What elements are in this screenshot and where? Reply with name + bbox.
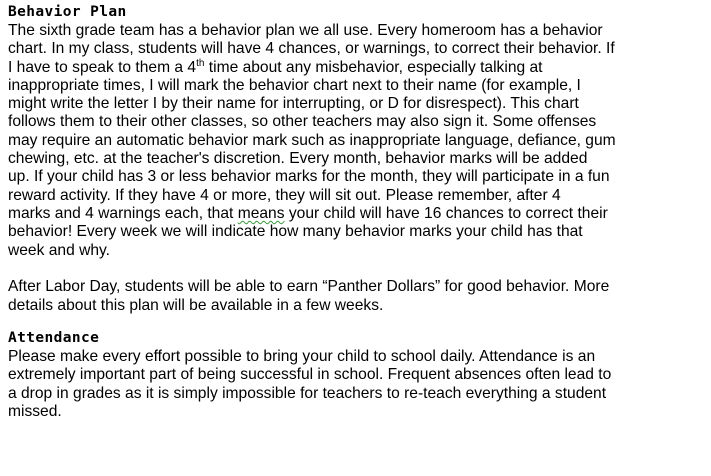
paragraph-line: reward activity. If they have 4 or more, they will sit out. Please remember, after 4 — [8, 186, 561, 204]
paragraph-line: missed. — [8, 402, 62, 420]
paragraph-line: After Labor Day, students will be able to earn “Panther Dollars” for good behavior. More — [8, 278, 610, 296]
paragraph-line: may require an automatic behavior mark such as inappropriate language, defiance, gum — [8, 131, 616, 149]
document-page — [8, 3, 708, 421]
paragraph-line: inappropriate times, I will mark the behavior chart next to their name (for example, I — [8, 76, 581, 94]
panther-dollars-paragraph — [8, 278, 708, 315]
paragraph-line: follows them to their other classes, so other teachers may also sign it. Some offenses — [8, 113, 597, 131]
paragraph-line: chart. In my class, students will have 4 chances, or warnings, to correct their behavior. If — [8, 40, 615, 58]
paragraph-line — [8, 205, 708, 223]
paragraph-line: week and why. — [8, 241, 110, 259]
paragraph-line: extremely important part of being successful in school. Frequent absences often lead to — [8, 366, 612, 384]
paragraph-line: up. If your child has 3 or less behavior marks for the month, they will participate in a fun — [8, 168, 610, 186]
ordinal-superscript: th — [196, 57, 205, 69]
attendance-paragraph — [8, 348, 708, 421]
behavior-plan-heading: Behavior Plan — [8, 4, 127, 20]
paragraph-line: behavior! Every week we will indicate how many behavior marks your child has that — [8, 223, 583, 241]
line-text: your child will have 16 chances to correct their — [284, 204, 608, 222]
paragraph-line: might write the letter I by their name for interrupting, or D for disrespect). This chart — [8, 95, 579, 113]
paragraph-spacer — [8, 260, 708, 279]
grammar-flagged-word[interactable]: means — [237, 204, 285, 222]
paragraph-line: Please make every effort possible to bring your child to school daily. Attendance is an — [8, 347, 596, 365]
paragraph-line: details about this plan will be available in a few weeks. — [8, 296, 384, 314]
line-text: time about any misbehavior, especially talking at — [204, 58, 543, 76]
paragraph-line: a drop in grades as it is simply impossible for teachers to re-teach everything a student — [8, 384, 607, 402]
behavior-plan-paragraph — [8, 22, 708, 260]
paragraph-line: The sixth grade team has a behavior plan we all use. Every homeroom has a behavior — [8, 22, 603, 39]
attendance-heading: Attendance — [8, 329, 100, 346]
paragraph-line: chewing, etc. at the teacher's discretion. Every month, behavior marks will be added — [8, 150, 588, 168]
paragraph-line — [8, 59, 708, 77]
line-text: marks and 4 warnings each, that — [8, 204, 238, 222]
section-spacer — [8, 315, 708, 329]
line-text: I have to speak to them a 4 — [8, 58, 197, 76]
